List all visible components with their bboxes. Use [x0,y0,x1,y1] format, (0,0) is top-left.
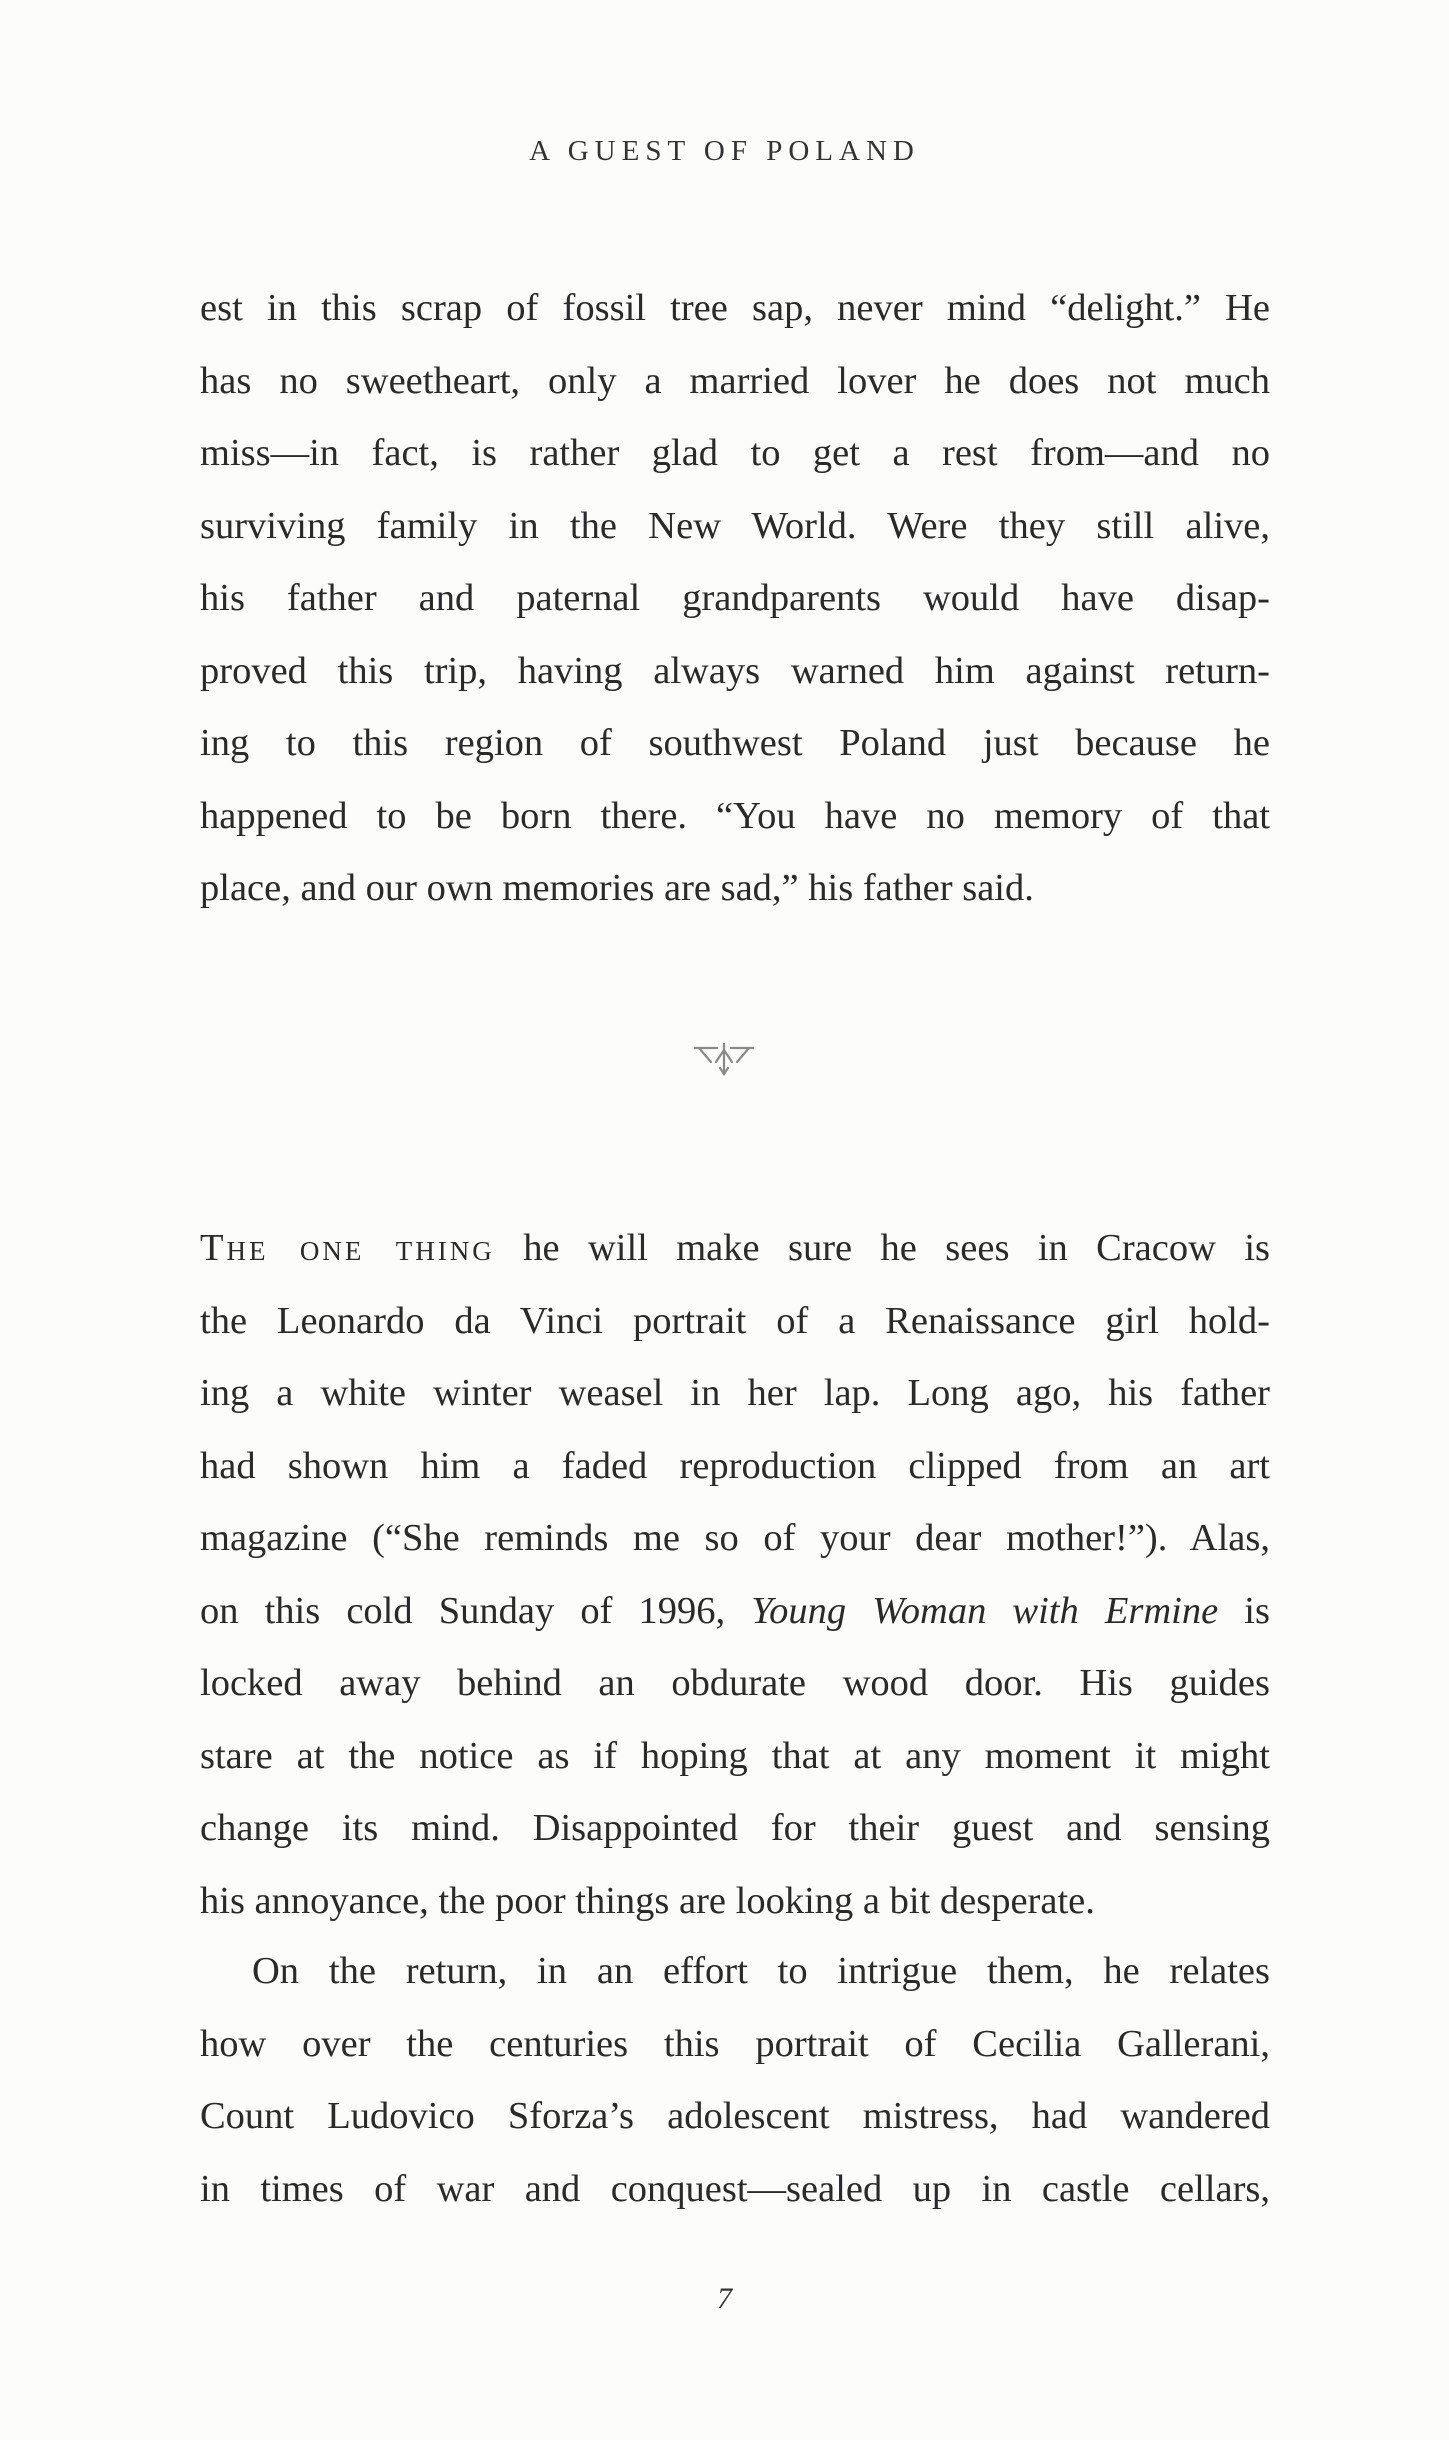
text-fragment: is [1218,1589,1270,1632]
text-line: his annoyance, the poor things are looking a bit desperate. [200,1879,1095,1922]
text-line: miss—in fact, is rather glad to get a rest from—and no [200,432,1270,474]
text-line: proved this trip, having always warned him against return- [200,649,1270,692]
text-line: his father and paternal grandparents would have disap- [200,577,1270,619]
text-line: On the return, in an effort to intrigue them, he relates [252,1950,1270,1992]
text-line [200,1212,1270,1285]
text-line: how over the centuries this portrait of Cecilia Gallerani, [200,2022,1270,2065]
text-line: est in this scrap of fossil tree sap, never mind “delight.” He [200,287,1270,329]
text-line: place, and our own memories are sad,” his father said. [200,867,1034,909]
page-number: 7 [717,2282,732,2315]
artwork-title: Young Woman with Ermine [751,1589,1219,1632]
text-line: stare at the notice as if hoping that at any moment it might [200,1734,1270,1777]
text-line: Count Ludovico Sforza’s adolescent mistress, had wandered [200,2095,1270,2137]
text-line: surviving family in the New World. Were they still alive, [200,504,1270,547]
paragraph-3 [200,1935,1270,2225]
text-line: in times of war and conquest—sealed up in castle cellars, [200,2167,1270,2210]
paragraph-1 [200,272,1270,925]
lead-in-small-caps: The one thing [200,1227,495,1269]
text-line: ing to this region of southwest Poland just because he [200,722,1270,764]
paragraph-2 [200,1212,1270,1937]
text-line: had shown him a faded reproduction clipped from an art [200,1444,1270,1487]
text-line: happened to be born there. “You have no memory of that [200,794,1270,837]
text-fragment: on this cold Sunday of 1996, [200,1589,752,1632]
text-line: magazine (“She reminds me so of your dear mother!”). Alas, [200,1517,1270,1559]
text-line [200,1575,1270,1648]
text-line: ing a white winter weasel in her lap. Long ago, his father [200,1372,1270,1414]
text-line: the Leonardo da Vinci portrait of a Renaissance girl hold- [200,1299,1270,1342]
text-line: has no sweetheart, only a married lover he does not much [200,359,1270,402]
text-fragment: he will make sure he sees in Cracow is [494,1227,1270,1269]
text-line: locked away behind an obdurate wood door. His guides [200,1662,1270,1704]
text-line: change its mind. Disappointed for their guest and sensing [200,1807,1270,1849]
running-head: A GUEST OF POLAND [529,135,920,167]
fleuron-ornament-icon [689,1040,759,1080]
